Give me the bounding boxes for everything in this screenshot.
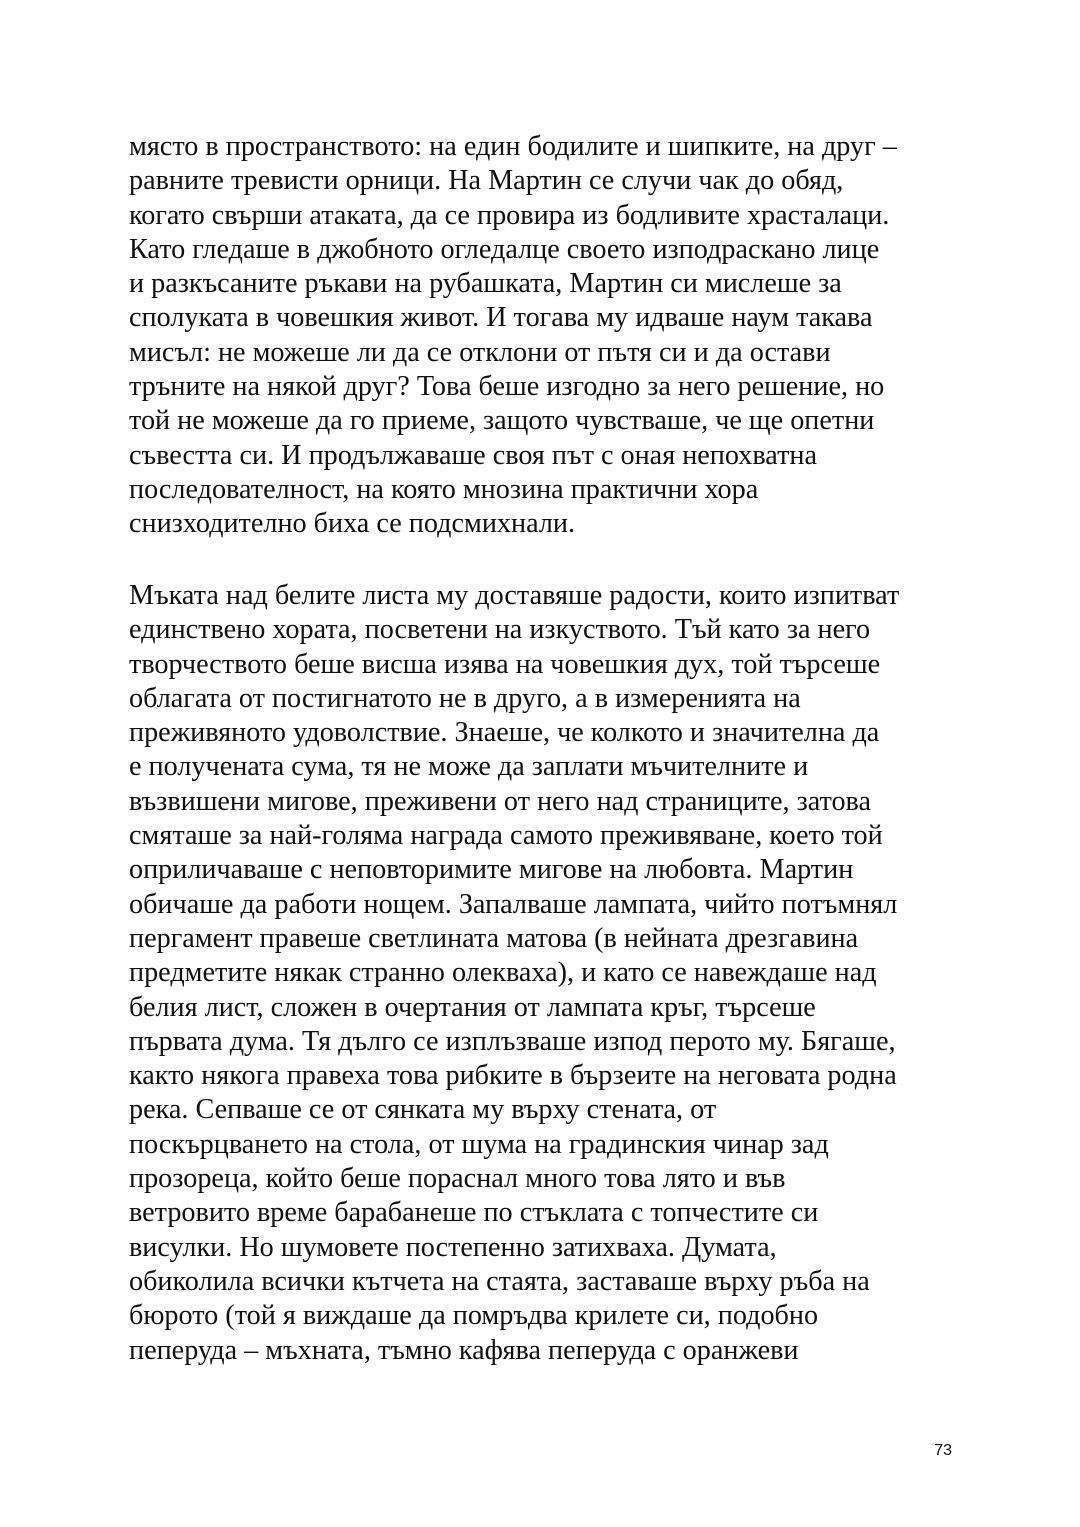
- text-line: прозореца, който беше пораснал много това лято и във: [129, 1163, 786, 1195]
- text-line: както някога правеха това рибките в бързеите на неговата родна: [129, 1060, 897, 1092]
- text-line: снизходително биха се подсмихнали.: [129, 508, 576, 540]
- text-line: пергамент правеше светлината матова (в нейната дрезгавина: [129, 922, 859, 954]
- text-line: възвишени мигове, преживени от него над страниците, затова: [129, 785, 871, 817]
- text-line: място в пространството: на един бодилите и шипките, на друг –: [129, 131, 897, 162]
- text-line: ветровито време барабанеше по стъклата с топчестите си: [129, 1197, 819, 1229]
- text-line: той не можеше да го приеме, защото чувстваше, че ще опетни: [129, 405, 875, 437]
- text-line: бюрото (той я виждаше да помръдва крилете си, подобно: [129, 1300, 819, 1332]
- text-line: и разкъсаните ръкави на рубашката, Мартин си мислеше за: [129, 268, 842, 300]
- text-line: Като гледаше в джобното огледалце своето изподраскано лице: [129, 233, 880, 265]
- text-line: предметите някак странно олекваха), и като се навеждаше над: [129, 957, 877, 989]
- text-line: сполуката в човешкия живот. И тогава му идваше наум такава: [129, 302, 873, 334]
- text-line: единствено хората, посветени на изкуството. Тъй като за него: [129, 614, 871, 646]
- text-line: равните тревисти орници. На Мартин се случи чак до обяд,: [129, 165, 844, 197]
- text-line: творчеството беше висша изява на човешкия дух, той търсеше: [129, 648, 881, 680]
- text-line: пеперуда – мъхната, тъмно кафява пеперуда с оранжеви: [129, 1334, 799, 1366]
- text-line: последователност, на която мнозина практични хора: [129, 473, 759, 505]
- text-line: висулки. Но шумовете постепенно затихваха. Думата,: [129, 1231, 777, 1263]
- text-line: облагата от постигнатото не в друго, а в измеренията на: [129, 682, 801, 714]
- text-line: поскърцването на стола, от шума на градинския чинар зад: [129, 1128, 829, 1160]
- text-line: река. Сепваше се от сянката му върху стената, от: [129, 1094, 717, 1126]
- text-line: когато свърши атаката, да се провира из бодливите храсталаци.: [129, 199, 890, 231]
- text-line: оприличаваше с неповторимите мигове на любовта. Мартин: [129, 854, 854, 886]
- text-line: смяташе за най-голяма награда самото преживяване, което той: [129, 820, 883, 852]
- text-line: тръните на някой друг? Това беше изгодно за него решение, но: [129, 371, 885, 403]
- text-line: съвестта си. И продължаваше своя път с оная непохватна: [129, 439, 818, 471]
- page-number: 73: [934, 1442, 952, 1459]
- paragraph-2: [129, 579, 959, 1368]
- text-line: мисъл: не можеше ли да се отклони от пътя си и да остави: [129, 336, 831, 368]
- text-line: обиколила всички кътчета на стаята, заставаше върху ръба на: [129, 1265, 870, 1297]
- text-line: първата дума. Тя дълго се изплъзваше изпод перото му. Бягаше,: [129, 1025, 896, 1057]
- text-line: преживяното удоволствие. Знаеше, че колкото и значителна да: [129, 717, 880, 749]
- text-line: Мъката над белите листа му доставяше радости, които изпитват: [129, 580, 900, 611]
- text-line: е получената сума, тя не може да заплати мъчителните и: [129, 751, 809, 783]
- text-line: обичаше да работи нощем. Запалваше лампата, чийто потъмнял: [129, 888, 898, 920]
- text-line: белия лист, сложен в очертания от лампата кръг, търсеше: [129, 991, 816, 1023]
- paragraph-1: [129, 130, 959, 542]
